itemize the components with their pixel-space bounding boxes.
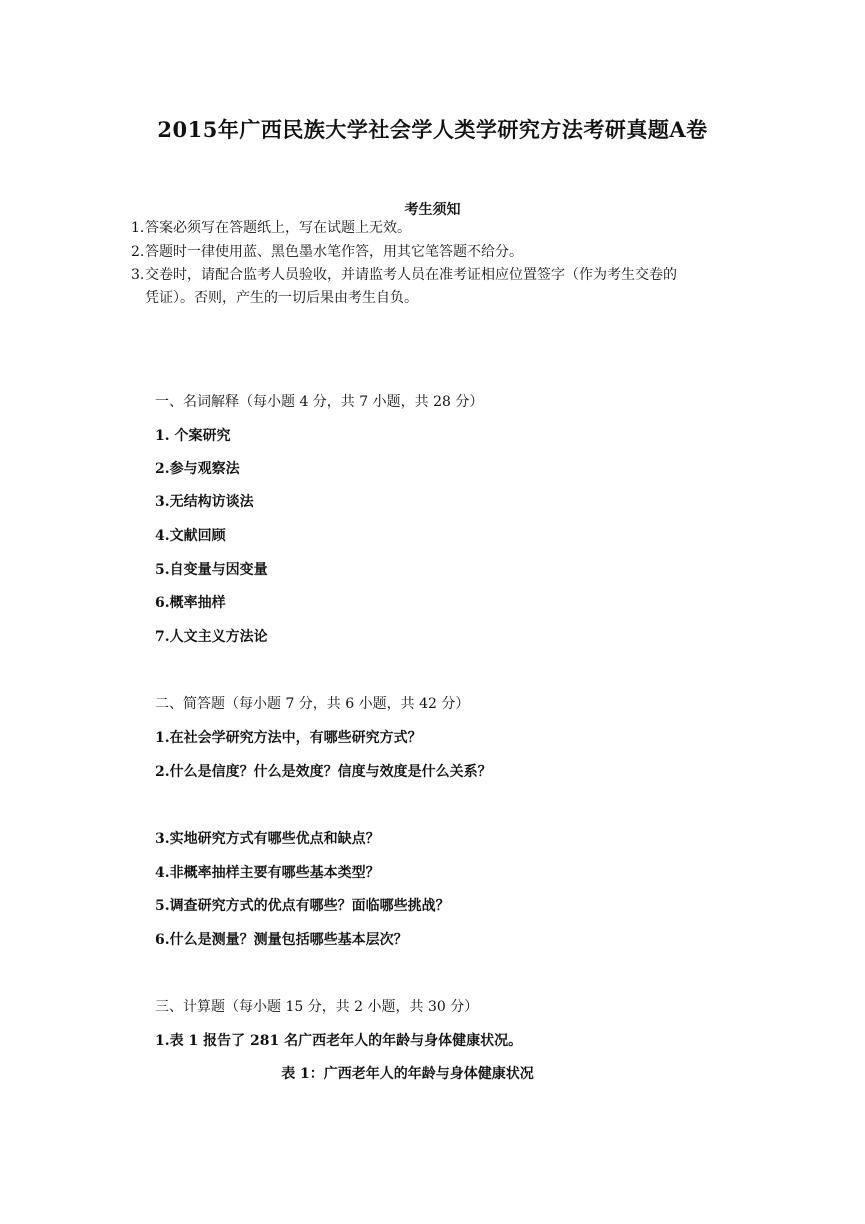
question-item: 5.调查研究方式的优点有哪些？面临哪些挑战？ <box>155 898 450 914</box>
section-heading: 二、简答题（每小题 7 分，共 6 小题，共 42 分） <box>155 696 470 712</box>
question-item: 6.什么是测量？测量包括哪些基本层次？ <box>155 932 408 948</box>
table-caption: 表 1：广西老年人的年龄与身体健康状况 <box>281 1066 534 1082</box>
question-item: 6.概率抽样 <box>155 595 226 611</box>
notice-item-number: 2. <box>131 244 145 260</box>
question-item: 4.文献回顾 <box>155 528 226 544</box>
question-item: 3.无结构访谈法 <box>155 494 254 510</box>
question-item: 7.人文主义方法论 <box>155 629 268 645</box>
question-item: 2.什么是信度？什么是效度？信度与效度是什么关系？ <box>155 764 492 780</box>
page-title: 2015年广西民族大学社会学人类学研究方法考研真题A卷 <box>157 117 708 142</box>
notice-item-number: 1. <box>131 220 145 236</box>
question-item: 1.在社会学研究方法中，有哪些研究方式？ <box>155 730 422 746</box>
question-item: 4.非概率抽样主要有哪些基本类型？ <box>155 865 380 881</box>
question-item: 2.参与观察法 <box>155 461 240 477</box>
notice-item-text: 凭证）。否则，产生的一切后果由考生自负。 <box>145 290 418 306</box>
notice-heading: 考生须知 <box>404 202 461 218</box>
notice-item-number: 3. <box>131 267 145 283</box>
section-heading: 一、名词解释（每小题 4 分，共 7 小题，共 28 分） <box>155 394 484 410</box>
notice-item-text: 答案必须写在答题纸上，写在试题上无效。 <box>145 220 411 236</box>
section-heading: 三、计算题（每小题 15 分，共 2 小题，共 30 分） <box>155 999 479 1015</box>
notice-item-text: 交卷时，请配合监考人员验收，并请监考人员在准考证相应位置签字（作为考生交卷的 <box>145 267 677 283</box>
question-item: 5.自变量与因变量 <box>155 562 268 578</box>
question-item: 3.实地研究方式有哪些优点和缺点？ <box>155 831 380 847</box>
question-item: 1. 个案研究 <box>155 428 231 444</box>
notice-item-text: 答题时一律使用蓝、黑色墨水笔作答，用其它笔答题不给分。 <box>145 244 523 260</box>
question-item: 1.表 1 报告了 281 名广西老年人的年龄与身体健康状况。 <box>155 1033 523 1049</box>
